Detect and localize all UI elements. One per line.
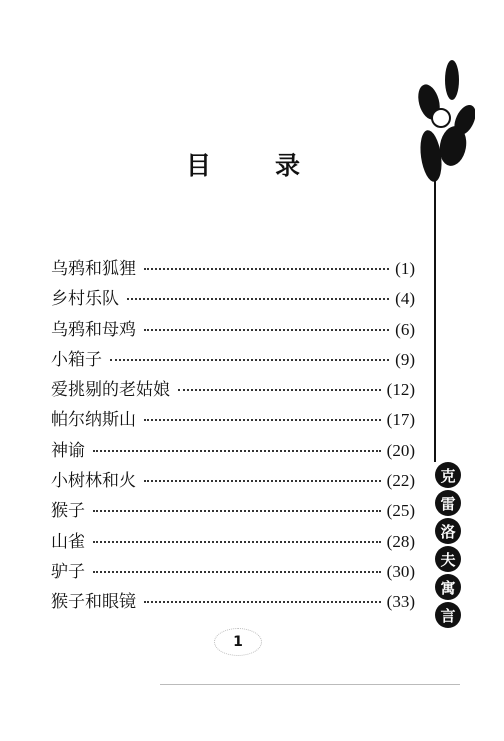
toc-entry-title: 爱挑剔的老姑娘 [51, 380, 170, 401]
toc-entry-title: 帕尔纳斯山 [51, 410, 136, 431]
toc-entry[interactable] [51, 496, 415, 526]
toc-leader-dots [144, 268, 389, 270]
toc-entry-title: 乡村乐队 [51, 289, 119, 310]
toc-entry-title: 乌鸦和母鸡 [51, 319, 136, 340]
page-title [186, 146, 300, 182]
toc-entry[interactable] [51, 405, 415, 435]
toc-leader-dots [110, 359, 389, 361]
toc-entry-title: 猴子和眼镜 [51, 592, 136, 613]
toc-entry-page: (17) [386, 410, 415, 430]
toc-entry-page: (22) [386, 471, 415, 491]
toc-entry[interactable] [51, 587, 415, 617]
toc-leader-dots [93, 510, 381, 512]
toc-entry-page: (6) [395, 319, 415, 339]
toc-leader-dots [93, 541, 381, 543]
toc-entry[interactable] [51, 284, 415, 314]
toc-leader-dots [127, 298, 389, 300]
toc-leader-dots [93, 450, 381, 452]
toc-entry[interactable] [51, 436, 415, 466]
toc-leader-dots [144, 480, 381, 482]
toc-entry-title: 乌鸦和狐狸 [51, 259, 136, 279]
vertical-book-title [430, 462, 466, 630]
title-char-1: 目 [186, 151, 212, 180]
book-title-char: 雷 [435, 490, 461, 516]
book-title-char: 言 [435, 602, 461, 628]
book-title-char: 克 [435, 462, 461, 488]
toc-entry-page: (1) [395, 259, 415, 278]
toc-entry-page: (33) [386, 592, 415, 612]
toc-entry-page: (4) [395, 289, 415, 309]
toc-entry-page: (25) [386, 501, 415, 521]
toc-entry-title: 小箱子 [51, 349, 102, 370]
toc-entry[interactable] [51, 254, 415, 284]
bottom-rule [160, 684, 460, 685]
toc-entry-page: (20) [386, 440, 415, 460]
toc-entry[interactable] [51, 345, 415, 375]
toc-leader-dots [178, 389, 381, 391]
toc-entry-title: 猴子 [51, 501, 85, 522]
book-title-char: 洛 [435, 518, 461, 544]
page-number: 1 [214, 628, 262, 656]
toc-entry[interactable] [51, 557, 415, 587]
toc-entry[interactable] [51, 527, 415, 557]
toc-leader-dots [144, 419, 381, 421]
toc-leader-dots [93, 571, 381, 573]
book-title-char: 夫 [435, 546, 461, 572]
flower-center [432, 109, 450, 127]
table-of-contents [51, 254, 415, 618]
toc-entry[interactable] [51, 375, 415, 405]
toc-entry-title: 神谕 [51, 440, 85, 461]
toc-entry-page: (30) [386, 561, 415, 581]
toc-entry-title: 山雀 [51, 531, 85, 552]
toc-entry[interactable] [51, 315, 415, 345]
toc-entry-page: (12) [386, 380, 415, 400]
toc-entry-title: 小树林和火 [51, 471, 136, 492]
toc-entry-page: (28) [386, 531, 415, 551]
toc-entry-page: (9) [395, 349, 415, 369]
toc-entry[interactable] [51, 466, 415, 496]
title-char-2: 录 [274, 151, 300, 180]
toc-leader-dots [144, 329, 389, 331]
book-title-char: 寓 [435, 574, 461, 600]
toc-leader-dots [144, 601, 381, 603]
toc-entry-title: 驴子 [51, 561, 85, 582]
